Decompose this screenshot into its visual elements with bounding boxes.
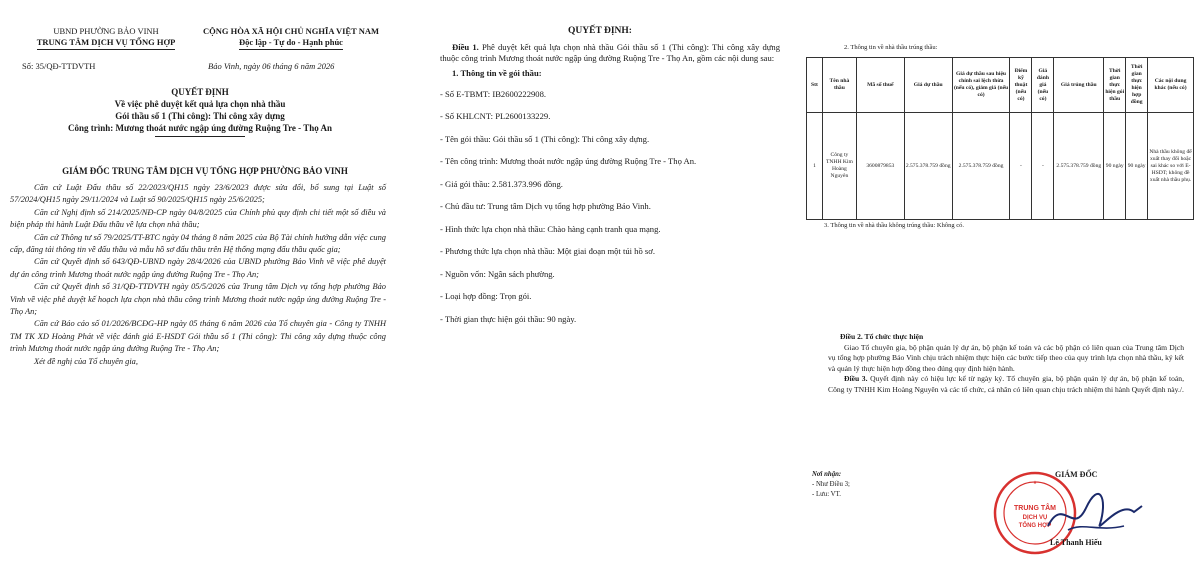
basis-paragraph: Căn cứ Luật Đấu thầu số 22/2023/QH15 ngày 23/6/2023 được sửa đổi, bổ sung tại Luật số 57/2024/QH15 ngày 29/11/2024 và Luật số 90/2025/QH15 ngày 25/6/2025;: [10, 183, 386, 205]
table-cell: 90 ngày: [1104, 113, 1126, 220]
decision-heading: QUYẾT ĐỊNH:: [568, 26, 632, 36]
svg-text:TỔNG HỢP: TỔNG HỢP: [1018, 523, 1052, 529]
national-motto: Độc lập - Tự do - Hạnh phúc: [239, 37, 343, 50]
svg-text:TRUNG TÂM: TRUNG TÂM: [1014, 505, 1056, 512]
table-cell: Công ty TNHH Kim Hoàng Nguyên: [822, 113, 856, 220]
articles-2-3: [828, 332, 1184, 395]
org-parent: UBND PHƯỜNG BẢO VINH: [53, 26, 159, 36]
decision-subtitle-2: Gói thầu số 1 (Thi công): Thi công xây dựng: [115, 111, 285, 121]
bid-info-item: - Giá gói thầu: 2.581.373.996 đồng.: [440, 178, 563, 189]
document-page-1: [0, 0, 400, 580]
table-header-cell: Thời gian thực hiện gói thầu: [1104, 58, 1126, 113]
bid-info-item: - Phương thức lựa chọn nhà thầu: Một giai đoạn một túi hồ sơ.: [440, 246, 655, 257]
table-header-cell: Tên nhà thầu: [822, 58, 856, 113]
table-cell: 1: [807, 113, 823, 220]
article-3-text: Quyết định này có hiệu lực kể từ ngày ký. Tổ chuyên gia, bộ phận quản lý dự án, bộ phận kế toán, Công ty TNHH Kim Hoàng Nguyên và các tổ chức, cá nhân có liên quan chịu trách nhiệm thi hành Quyết định này./.: [828, 374, 1184, 394]
article-3-label: Điều 3.: [844, 374, 868, 383]
table-header-row: [807, 58, 1194, 113]
section-1-heading: 1. Thông tin về gói thầu:: [452, 68, 542, 79]
legal-basis: [10, 182, 386, 368]
doc-number: Số: 35/QĐ-TTDVTH: [22, 61, 96, 71]
table-header-cell: Giá dự thầu: [904, 58, 952, 113]
table-cell: 2.575.378.759 đồng: [1054, 113, 1104, 220]
table-cell: 90 ngày: [1126, 113, 1148, 220]
bid-info-item: - Thời gian thực hiện gói thầu: 90 ngày.: [440, 313, 577, 324]
table-cell: 2.575.378.759 đồng: [904, 113, 952, 220]
table-header-cell: Giá dự thầu sau hiệu chỉnh sai lệch thừa (nếu có), giảm giá (nếu có): [952, 58, 1010, 113]
table-header-cell: Stt: [807, 58, 823, 113]
table-cell: -: [1010, 113, 1032, 220]
table-cell: -: [1032, 113, 1054, 220]
bid-info-item: - Số KHLCNT: PL2600133229.: [440, 111, 551, 122]
article-1-label: Điều 1.: [452, 42, 479, 52]
document-page-3: [800, 0, 1200, 580]
basis-paragraph: Căn cứ Thông tư số 79/2025/TT-BTC ngày 04 tháng 8 năm 2025 của Bộ Tài chính hướng dẫn việc cung cấp, đăng tải thông tin về đấu thầu và mẫu hồ sơ đấu thầu trên Hệ thống mạng đấu thầu quốc gia;: [10, 232, 386, 255]
table-cell: 3600879853: [856, 113, 904, 220]
decision-subtitle-3: Công trình: Mương thoát nước ngập úng đường Ruộng Tre - Thọ An: [67, 123, 333, 133]
basis-paragraph: Căn cứ Quyết định số 31/QĐ-TTDVTH ngày 05/5/2026 của Trung tâm Dịch vụ tổng hợp phường Bảo Vinh về việc phê duyệt kế hoạch lựa chọn nhà thầu công trình Mương thoát nước ngập úng đường Ruộng Tre - Thọ An;: [10, 282, 386, 317]
handwritten-signature: [1038, 486, 1148, 542]
bid-info-item: - Tên công trình: Mương thoát nước ngập úng đường Ruộng Tre - Thọ An.: [440, 156, 697, 167]
national-header: [186, 26, 396, 50]
org-header: [16, 26, 196, 50]
decision-title-block: [0, 86, 400, 137]
table-cell: 2.575.378.759 đồng: [952, 113, 1010, 220]
basis-paragraph: Căn cứ Quyết định số 643/QĐ-UBND ngày 28/4/2026 của UBND phường Bảo Vinh về việc phê duyệt dự án công trình Mương thoát nước ngập úng đường Ruộng Tre - Thọ An;: [10, 257, 386, 279]
bid-info-item: - Nguồn vốn: Ngân sách phường.: [440, 268, 555, 279]
article-1: [440, 42, 780, 336]
table-header-cell: Giá đánh giá (nếu có): [1032, 58, 1054, 113]
doc-date: Bảo Vinh, ngày 06 tháng 6 năm 2026: [208, 61, 335, 71]
svg-text:★: ★: [1032, 480, 1038, 486]
recipients-label: Nơi nhận:: [812, 471, 842, 478]
recipients: [812, 470, 850, 500]
article-2-text: Giao Tổ chuyên gia, bộ phận quản lý dự án, bộ phận kế toán và các bộ phận có liên quan của Trung tâm Dịch vụ tổng hợp phường Bảo Vinh chịu trách nhiệm thực hiện các bước tiếp theo của quy trình lựa chọn nhà thầu, ký kết và quản lý thực hiện hợp đồng theo đúng quy định hiện hành.: [828, 342, 1184, 373]
winning-bidder-table: [806, 57, 1194, 220]
national-title: CỘNG HÒA XÃ HỘI CHỦ NGHĨA VIỆT NAM: [202, 26, 380, 36]
signer-title: GIÁM ĐỐC: [1055, 470, 1098, 479]
recipient-item: - Như Điều 3;: [812, 481, 850, 488]
article-2-heading: Điều 2. Tổ chức thực hiện: [840, 332, 924, 341]
table-header-cell: Mã số thuế: [856, 58, 904, 113]
basis-paragraph: Căn cứ Báo cáo số 01/2026/BCĐG-HP ngày 05 tháng 6 năm 2026 của Tổ chuyên gia - Công ty TNHH TM TK XD Hoàng Phát về việc đánh giá E-HSDT Gói thầu số 1 (Thi công): Thi công xây dựng thuộc công trình Mương thoát nước ngập úng đường Ruộng Tre - Thọ An;: [10, 319, 386, 354]
section-2-heading: 2. Thông tin về nhà thầu trúng thầu:: [844, 44, 938, 51]
bid-info-item: - Loại hợp đồng: Trọn gói.: [440, 291, 532, 302]
basis-paragraph: Xét đề nghị của Tổ chuyên gia,: [34, 356, 138, 366]
table-header-cell: Thời gian thực hiện hợp đồng: [1126, 58, 1148, 113]
org-name: TRUNG TÂM DỊCH VỤ TỔNG HỢP: [37, 37, 176, 50]
table-row: [807, 113, 1194, 220]
bid-info-item: - Hình thức lựa chọn nhà thầu: Chào hàng cạnh tranh qua mạng.: [440, 223, 661, 234]
basis-paragraph: Căn cứ Nghị định số 214/2025/NĐ-CP ngày 04/8/2025 của Chính phủ quy định chi tiết một số điều và biện pháp thi hành Luật Đấu thầu về lựa chọn nhà thầu;: [10, 207, 386, 230]
article-1-text: Phê duyệt kết quả lựa chọn nhà thầu Gói thầu số 1 (Thi công): Thi công xây dựng thuộc công trình Mương thoát nước ngập úng đường Ruộng Tre - Thọ An, gồm các nội dung sau:: [440, 42, 781, 64]
svg-text:DỊCH VỤ: DỊCH VỤ: [1022, 515, 1048, 521]
section-3-text: 3. Thông tin về nhà thầu không trúng thầu: Không có.: [824, 222, 964, 229]
table-header-cell: Điểm kỹ thuật (nếu có): [1010, 58, 1032, 113]
bid-info-item: - Tên gói thầu: Gói thầu số 1 (Thi công): Thi công xây dựng.: [440, 133, 650, 144]
decision-subtitle-1: Về việc phê duyệt kết quả lựa chọn nhà thầu: [114, 99, 286, 109]
table-header-cell: Giá trúng thầu: [1054, 58, 1104, 113]
table-header-cell: Các nội dung khác (nếu có): [1148, 58, 1194, 113]
signer-name: Lê Thanh Hiếu: [1050, 538, 1102, 547]
bid-info-item: - Chủ đầu tư: Trung tâm Dịch vụ tổng hợp phường Bảo Vinh.: [440, 201, 651, 212]
recipient-item: - Lưu: VT.: [812, 491, 841, 498]
decision-title: QUYẾT ĐỊNH: [171, 87, 229, 97]
bid-info-item: - Số E-TBMT: IB2600222908.: [440, 88, 547, 99]
table-cell: Nhà thầu không để xuất thay đổi hoặc sai khác so với E-HSDT; không đề xuất nhà thầu phụ.: [1148, 113, 1194, 220]
document-page-2: [400, 0, 800, 580]
director-heading: GIÁM ĐỐC TRUNG TÂM DỊCH VỤ TỔNG HỢP PHƯỜNG BẢO VINH: [62, 166, 348, 176]
